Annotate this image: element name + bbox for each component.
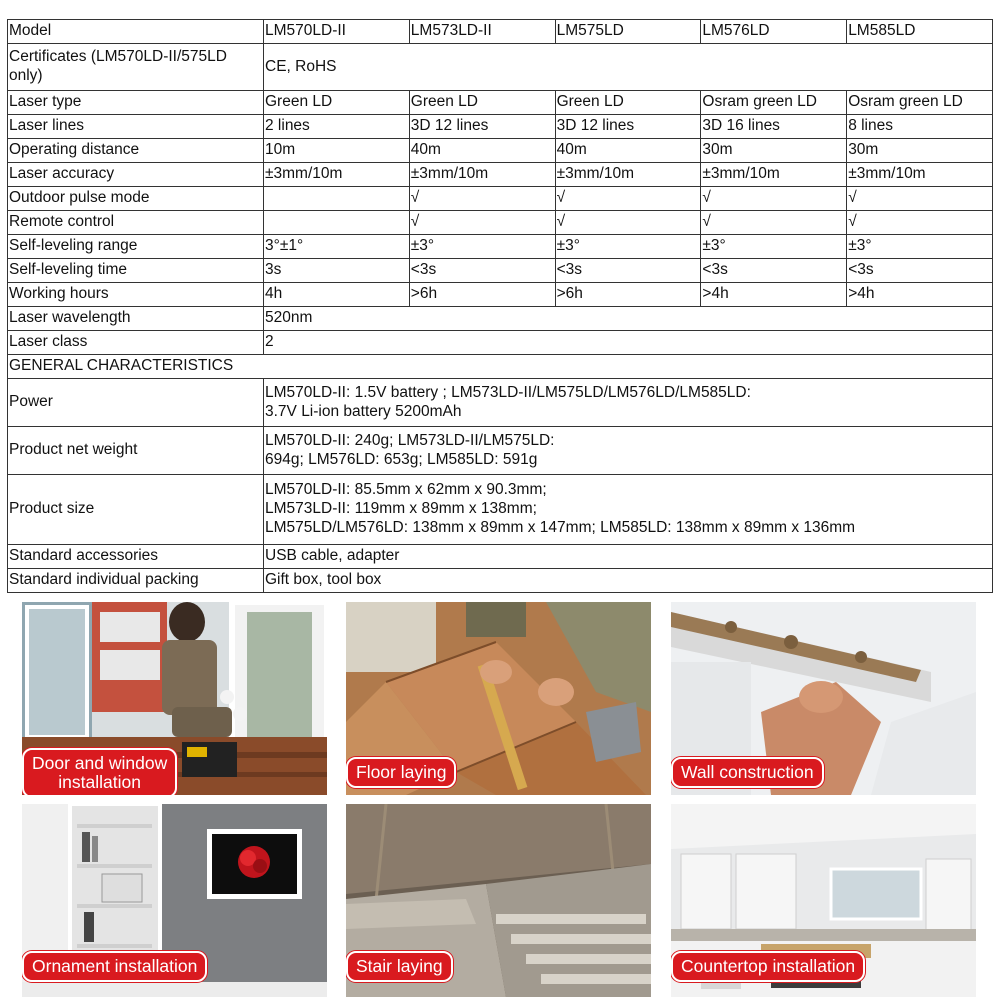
table-row [8, 211, 993, 235]
table-row [8, 331, 993, 355]
header-cell: Model [8, 20, 264, 44]
label-line: Door and window [32, 753, 168, 773]
row-label: Standard accessories [8, 545, 264, 569]
cell [264, 211, 410, 235]
check-cell: √ [555, 187, 701, 211]
cell: 10m [264, 139, 410, 163]
value-line: LM575LD/LM576LD: 138mm x 89mm x 147mm; LM585LD: 138mm x 89mm x 136mm [265, 518, 856, 536]
cell: 3°±1° [264, 235, 410, 259]
cell: >4h [701, 283, 847, 307]
section-header-row [8, 355, 993, 379]
cell: 3D 12 lines [409, 115, 555, 139]
application-countertop-photo [671, 804, 976, 997]
spec-table [7, 19, 993, 593]
table-row [8, 307, 993, 331]
application-stair-photo [346, 804, 651, 997]
application-label: Ornament installation [22, 951, 207, 982]
table-row [8, 163, 993, 187]
table-row [8, 44, 993, 91]
cell: Osram green LD [701, 91, 847, 115]
row-label: Remote control [8, 211, 264, 235]
value-line: 694g; LM576LD: 653g; LM585LD: 591g [265, 450, 538, 468]
application-wall-photo [671, 602, 976, 795]
table-row [8, 139, 993, 163]
cell: 30m [701, 139, 847, 163]
row-label: Product size [8, 475, 264, 545]
row-value [264, 475, 993, 545]
application-label [22, 748, 177, 795]
table-row [8, 115, 993, 139]
row-label: Power [8, 379, 264, 427]
row-value [264, 379, 993, 427]
row-label: Laser wavelength [8, 307, 264, 331]
row-value: 520nm [264, 307, 993, 331]
cell: >6h [555, 283, 701, 307]
row-label: Outdoor pulse mode [8, 187, 264, 211]
cell: ±3mm/10m [264, 163, 410, 187]
application-ornament-photo [22, 804, 327, 997]
cell [264, 187, 410, 211]
application-floor-photo [346, 602, 651, 795]
cell: ±3mm/10m [701, 163, 847, 187]
cell: Green LD [264, 91, 410, 115]
check-cell: √ [847, 211, 993, 235]
label-line: installation [58, 772, 141, 792]
cell: 4h [264, 283, 410, 307]
header-cell: LM575LD [555, 20, 701, 44]
row-label: Standard individual packing [8, 569, 264, 593]
cell: Green LD [409, 91, 555, 115]
cell: 40m [409, 139, 555, 163]
cell: ±3° [847, 235, 993, 259]
row-label: Laser lines [8, 115, 264, 139]
application-label: Stair laying [346, 951, 453, 982]
table-row [8, 91, 993, 115]
check-cell: √ [555, 211, 701, 235]
row-label: Certificates (LM570LD-II/575LD only) [8, 44, 264, 91]
check-cell: √ [409, 211, 555, 235]
application-door-window-photo [22, 602, 327, 795]
application-label: Countertop installation [671, 951, 865, 982]
table-row [8, 379, 993, 427]
cell: ±3mm/10m [847, 163, 993, 187]
cell: <3s [701, 259, 847, 283]
table-row [8, 475, 993, 545]
row-label: Laser type [8, 91, 264, 115]
check-cell: √ [409, 187, 555, 211]
cell: ±3° [701, 235, 847, 259]
check-cell: √ [701, 211, 847, 235]
row-label: Operating distance [8, 139, 264, 163]
value-line: 3.7V Li-ion battery 5200mAh [265, 402, 462, 420]
header-cell: LM573LD-II [409, 20, 555, 44]
table-row [8, 569, 993, 593]
cell: Green LD [555, 91, 701, 115]
value-line: LM570LD-II: 1.5V battery ; LM573LD-II/LM575LD/LM576LD/LM585LD: [265, 383, 751, 401]
table-row [8, 427, 993, 475]
row-label: Laser accuracy [8, 163, 264, 187]
cell: <3s [555, 259, 701, 283]
table-row [8, 283, 993, 307]
check-cell: √ [701, 187, 847, 211]
cell: 3D 16 lines [701, 115, 847, 139]
value-line: LM570LD-II: 240g; LM573LD-II/LM575LD: [265, 431, 555, 449]
cell: <3s [409, 259, 555, 283]
header-cell: LM585LD [847, 20, 993, 44]
check-cell: √ [847, 187, 993, 211]
row-label: Product net weight [8, 427, 264, 475]
table-row [8, 235, 993, 259]
row-value: 2 [264, 331, 993, 355]
value-line: LM573LD-II: 119mm x 89mm x 138mm; [265, 500, 537, 518]
section-header: GENERAL CHARACTERISTICS [8, 355, 993, 379]
cell: 2 lines [264, 115, 410, 139]
cell: ±3° [409, 235, 555, 259]
row-value: CE, RoHS [264, 44, 993, 91]
cell: ±3mm/10m [409, 163, 555, 187]
row-value: USB cable, adapter [264, 545, 993, 569]
value-line: LM570LD-II: 85.5mm x 62mm x 90.3mm; [265, 481, 547, 499]
application-label: Floor laying [346, 757, 456, 788]
row-value: Gift box, tool box [264, 569, 993, 593]
row-label: Working hours [8, 283, 264, 307]
row-label: Self-leveling time [8, 259, 264, 283]
table-row [8, 187, 993, 211]
table-row [8, 259, 993, 283]
cell: Osram green LD [847, 91, 993, 115]
cell: <3s [847, 259, 993, 283]
row-label: Laser class [8, 331, 264, 355]
cell: ±3mm/10m [555, 163, 701, 187]
table-row [8, 545, 993, 569]
cell: 40m [555, 139, 701, 163]
application-label: Wall construction [671, 757, 824, 788]
cell: 3D 12 lines [555, 115, 701, 139]
header-cell: LM576LD [701, 20, 847, 44]
header-cell: LM570LD-II [264, 20, 410, 44]
cell: >6h [409, 283, 555, 307]
cell: 3s [264, 259, 410, 283]
row-value [264, 427, 993, 475]
cell: 8 lines [847, 115, 993, 139]
header-row [8, 20, 993, 44]
cell: >4h [847, 283, 993, 307]
row-label: Self-leveling range [8, 235, 264, 259]
cell: 30m [847, 139, 993, 163]
cell: ±3° [555, 235, 701, 259]
